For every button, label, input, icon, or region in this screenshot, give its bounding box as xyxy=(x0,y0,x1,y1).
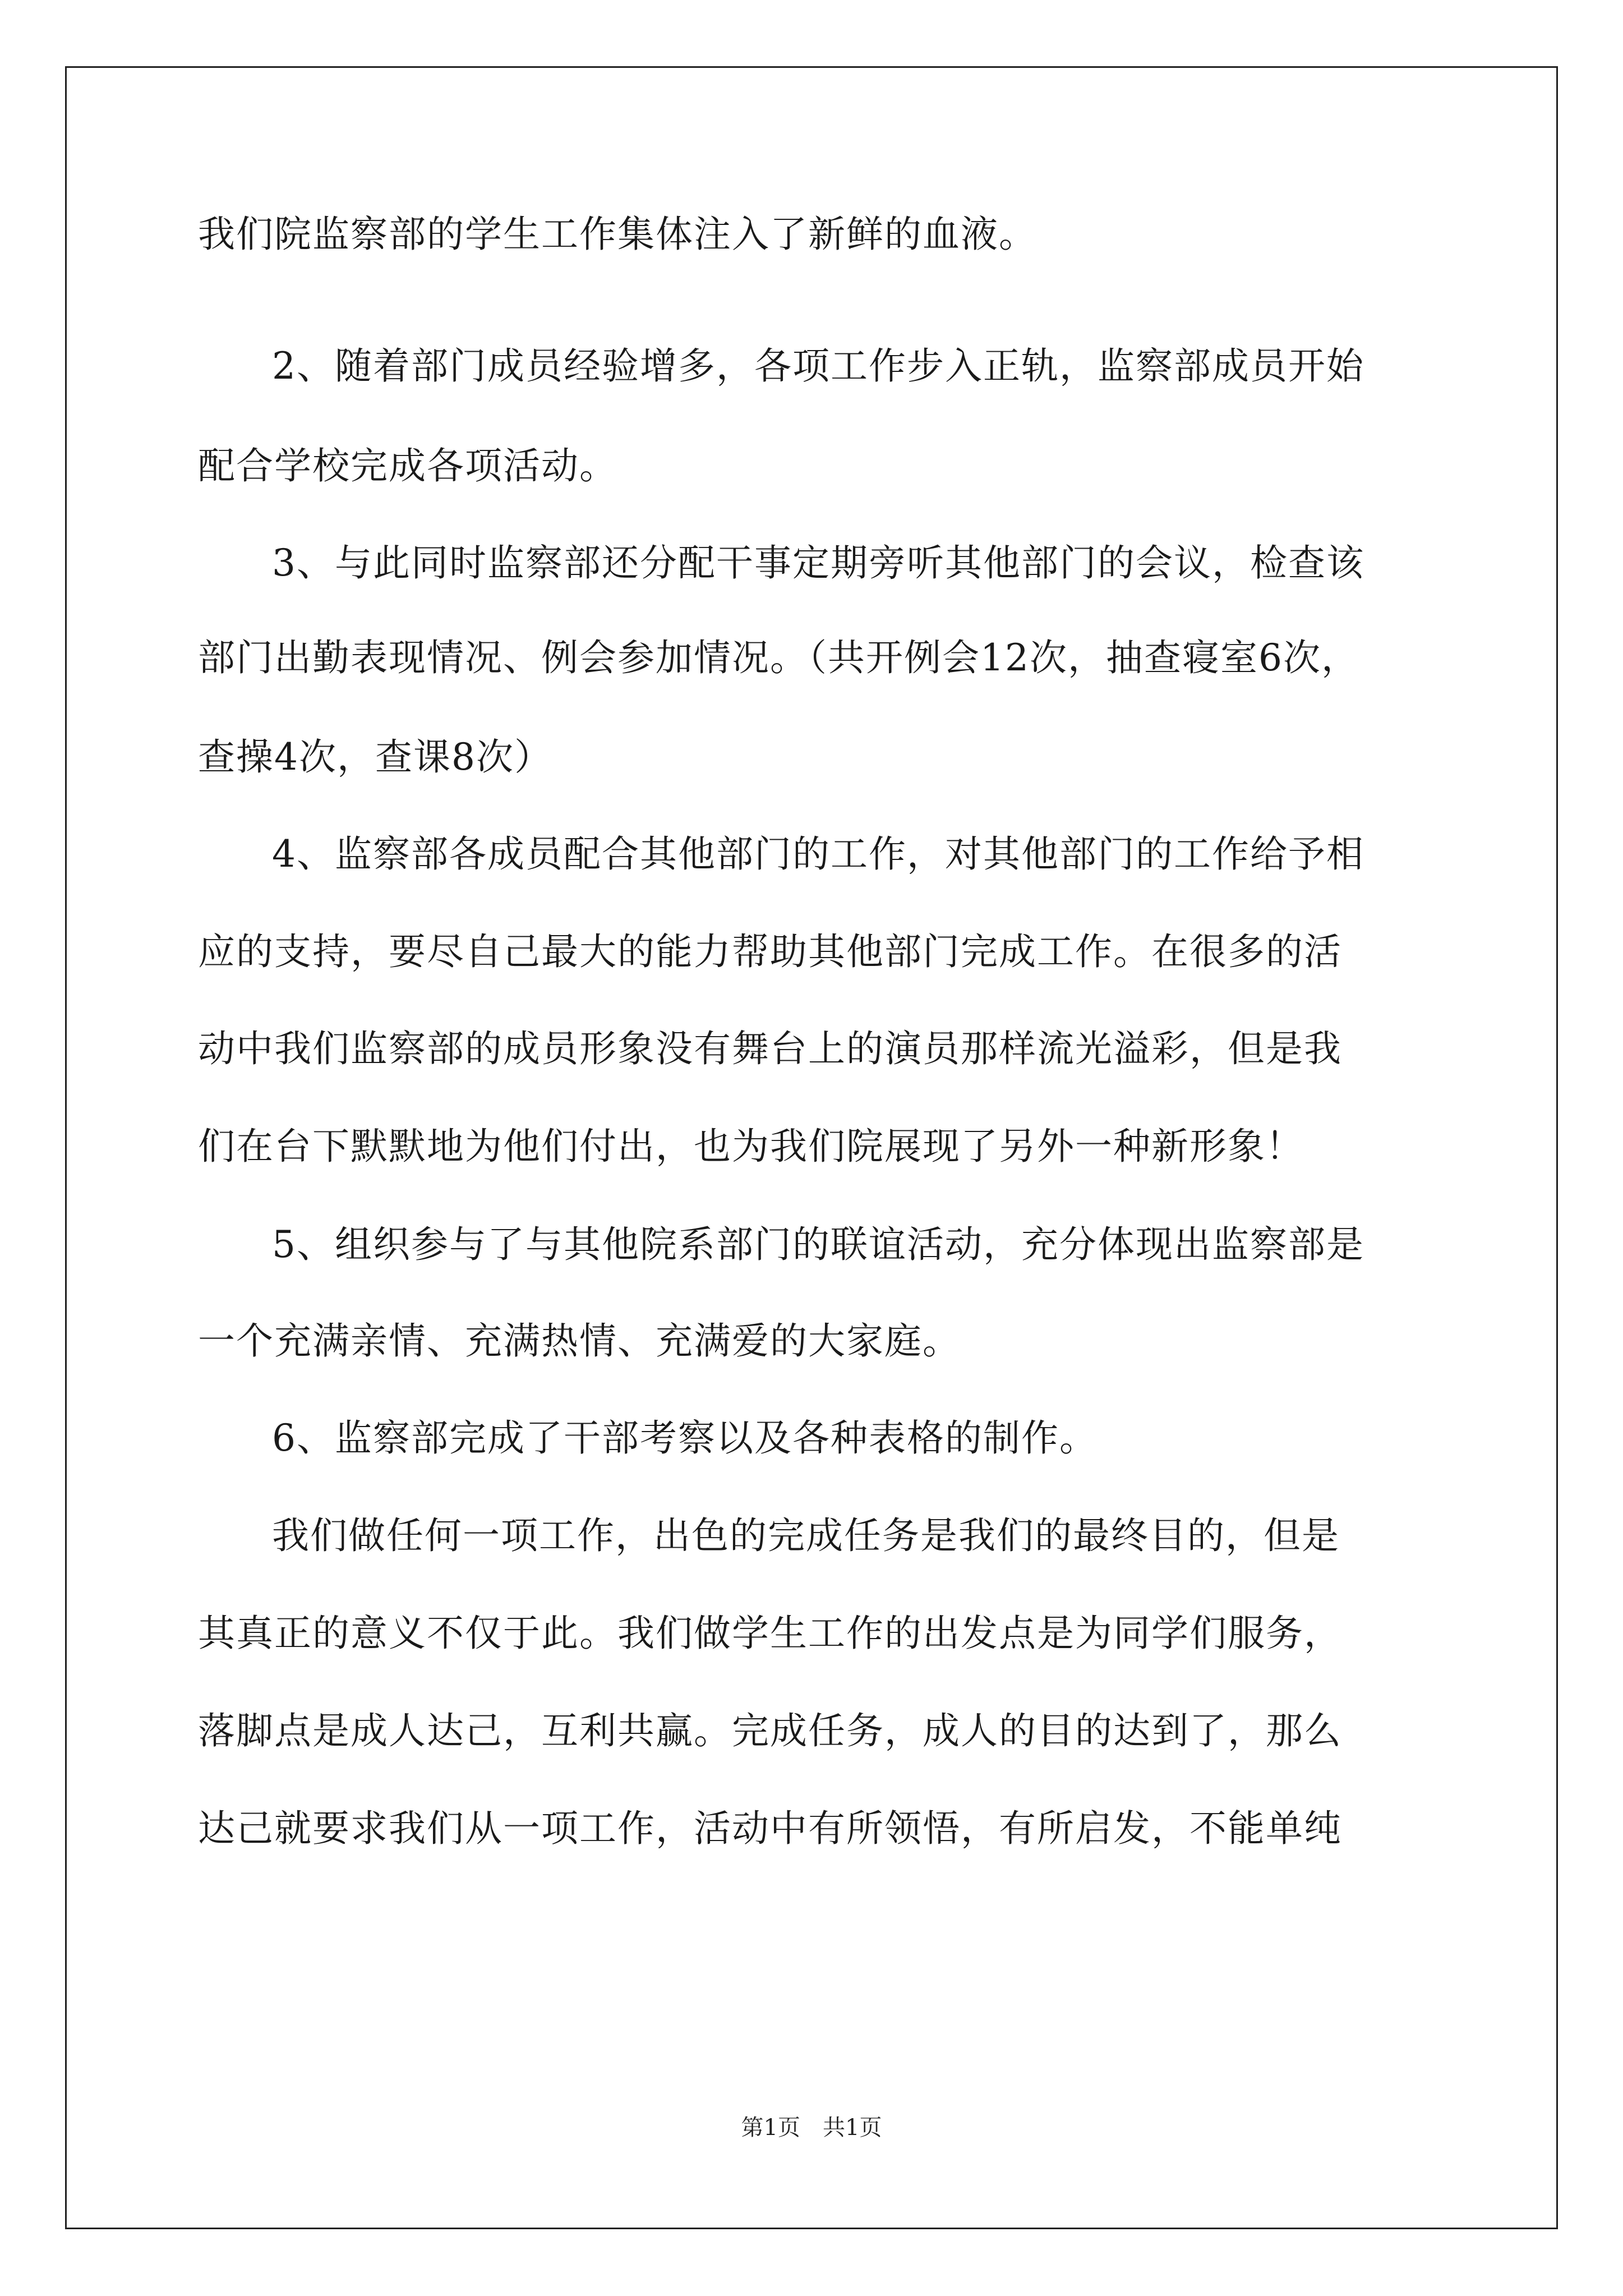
text-line: 我们院监察部的学生工作集体注入了新鲜的血液。 xyxy=(198,213,1037,256)
text-line: 应的支持，要尽自己最大的能力帮助其他部门完成工作。在很多的活 xyxy=(198,930,1342,973)
text-line: 动中我们监察部的成员形象没有舞台上的演员那样流光溢彩，但是我 xyxy=(198,1027,1342,1070)
text-line: 4、监察部各成员配合其他部门的工作，对其他部门的工作给予相 xyxy=(272,832,1364,876)
text-line: 2、随着部门成员经验增多，各项工作步入正轨，监察部成员开始 xyxy=(272,344,1364,388)
text-line: 其真正的意义不仅于此。我们做学生工作的出发点是为同学们服务， xyxy=(198,1612,1342,1655)
text-line: 一个充满亲情、充满热情、充满爱的大家庭。 xyxy=(198,1319,961,1363)
text-line: 落脚点是成人达己，互利共赢。完成任务，成人的目的达到了，那么 xyxy=(198,1709,1342,1752)
text-line: 6、监察部完成了干部考察以及各种表格的制作。 xyxy=(272,1416,1098,1460)
text-line: 们在台下默默地为他们付出，也为我们院展现了另外一种新形象！ xyxy=(198,1125,1304,1168)
text-line: 配合学校完成各项活动。 xyxy=(198,444,617,487)
page-number-footer: 第1页 共1页 xyxy=(741,2115,882,2141)
text-line: 我们做任何一项工作，出色的完成任务是我们的最终目的，但是 xyxy=(272,1514,1340,1557)
text-line: 查操4次，查课8次） xyxy=(198,735,552,779)
text-line: 达己就要求我们从一项工作，活动中有所领悟，有所启发，不能单纯 xyxy=(198,1807,1342,1850)
text-line: 3、与此同时监察部还分配干事定期旁听其他部门的会议，检查该 xyxy=(272,541,1364,585)
text-line: 5、组织参与了与其他院系部门的联谊活动，充分体现出监察部是 xyxy=(272,1223,1364,1266)
text-line: 部门出勤表现情况、例会参加情况。（共开例会12次，抽查寝室6次， xyxy=(198,636,1359,679)
